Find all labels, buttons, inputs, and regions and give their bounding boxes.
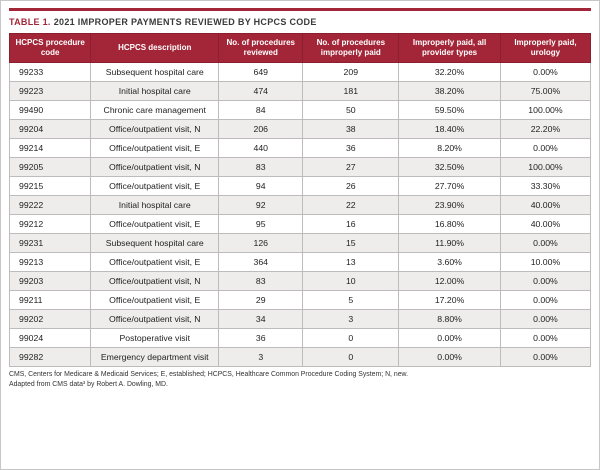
improperly-paid-urology-cell: 0.00% (500, 234, 590, 253)
improperly-paid-urology-cell: 0.00% (500, 348, 590, 367)
procedures-reviewed-cell: 36 (219, 329, 303, 348)
improperly-paid-urology-cell: 0.00% (500, 310, 590, 329)
table-row (10, 82, 591, 101)
table-body (10, 63, 591, 367)
column-header-2: No. of procedures reviewed (219, 34, 303, 63)
improperly-paid-urology-cell: 0.00% (500, 139, 590, 158)
procedures-improperly-paid-cell: 27 (303, 158, 399, 177)
improperly-paid-all-providers-cell: 32.50% (399, 158, 501, 177)
table-row (10, 272, 591, 291)
table-title-label: TABLE 1. (9, 17, 51, 27)
procedures-improperly-paid-cell: 38 (303, 120, 399, 139)
table-row (10, 120, 591, 139)
hcpcs-code-cell: 99490 (10, 101, 91, 120)
procedures-reviewed-cell: 84 (219, 101, 303, 120)
table-head (10, 34, 591, 63)
hcpcs-code-cell: 99205 (10, 158, 91, 177)
procedures-improperly-paid-cell: 15 (303, 234, 399, 253)
hcpcs-code-cell: 99202 (10, 310, 91, 329)
hcpcs-description-cell: Initial hospital care (91, 196, 219, 215)
procedures-improperly-paid-cell: 22 (303, 196, 399, 215)
column-header-5: Improperly paid, urology (500, 34, 590, 63)
table-row (10, 158, 591, 177)
improperly-paid-all-providers-cell: 27.70% (399, 177, 501, 196)
procedures-improperly-paid-cell: 3 (303, 310, 399, 329)
procedures-reviewed-cell: 83 (219, 158, 303, 177)
table-row (10, 291, 591, 310)
hcpcs-description-cell: Emergency department visit (91, 348, 219, 367)
hcpcs-code-cell: 99204 (10, 120, 91, 139)
table-row (10, 253, 591, 272)
hcpcs-code-cell: 99214 (10, 139, 91, 158)
improperly-paid-all-providers-cell: 0.00% (399, 348, 501, 367)
procedures-reviewed-cell: 126 (219, 234, 303, 253)
hcpcs-code-cell: 99211 (10, 291, 91, 310)
improper-payments-table (9, 33, 591, 367)
hcpcs-code-cell: 99024 (10, 329, 91, 348)
column-header-3: No. of procedures improperly paid (303, 34, 399, 63)
table-row (10, 234, 591, 253)
column-header-4: Improperly paid, all provider types (399, 34, 501, 63)
hcpcs-description-cell: Office/outpatient visit, E (91, 215, 219, 234)
hcpcs-code-cell: 99231 (10, 234, 91, 253)
hcpcs-description-cell: Subsequent hospital care (91, 234, 219, 253)
procedures-improperly-paid-cell: 26 (303, 177, 399, 196)
improperly-paid-all-providers-cell: 18.40% (399, 120, 501, 139)
procedures-improperly-paid-cell: 16 (303, 215, 399, 234)
improperly-paid-urology-cell: 40.00% (500, 215, 590, 234)
column-header-1: HCPCS description (91, 34, 219, 63)
hcpcs-description-cell: Postoperative visit (91, 329, 219, 348)
improperly-paid-all-providers-cell: 38.20% (399, 82, 501, 101)
table-row (10, 310, 591, 329)
procedures-reviewed-cell: 95 (219, 215, 303, 234)
procedures-reviewed-cell: 364 (219, 253, 303, 272)
procedures-improperly-paid-cell: 13 (303, 253, 399, 272)
improperly-paid-urology-cell: 100.00% (500, 158, 590, 177)
improperly-paid-urology-cell: 0.00% (500, 329, 590, 348)
footnotes (9, 370, 591, 389)
table-row (10, 196, 591, 215)
hcpcs-description-cell: Chronic care management (91, 101, 219, 120)
procedures-reviewed-cell: 649 (219, 63, 303, 82)
hcpcs-description-cell: Office/outpatient visit, E (91, 291, 219, 310)
improperly-paid-all-providers-cell: 8.80% (399, 310, 501, 329)
table-row (10, 348, 591, 367)
hcpcs-description-cell: Office/outpatient visit, E (91, 139, 219, 158)
improperly-paid-urology-cell: 0.00% (500, 63, 590, 82)
hcpcs-description-cell: Subsequent hospital care (91, 63, 219, 82)
table-row (10, 139, 591, 158)
top-accent-rule (9, 8, 591, 11)
hcpcs-code-cell: 99233 (10, 63, 91, 82)
procedures-improperly-paid-cell: 0 (303, 329, 399, 348)
procedures-reviewed-cell: 29 (219, 291, 303, 310)
table-row (10, 329, 591, 348)
procedures-improperly-paid-cell: 0 (303, 348, 399, 367)
improperly-paid-all-providers-cell: 59.50% (399, 101, 501, 120)
table-row (10, 101, 591, 120)
procedures-reviewed-cell: 34 (219, 310, 303, 329)
improperly-paid-urology-cell: 22.20% (500, 120, 590, 139)
hcpcs-description-cell: Office/outpatient visit, N (91, 310, 219, 329)
hcpcs-description-cell: Office/outpatient visit, N (91, 120, 219, 139)
improperly-paid-urology-cell: 40.00% (500, 196, 590, 215)
procedures-reviewed-cell: 92 (219, 196, 303, 215)
table-header-row (10, 34, 591, 63)
figure-container (1, 1, 599, 393)
improperly-paid-all-providers-cell: 23.90% (399, 196, 501, 215)
procedures-reviewed-cell: 3 (219, 348, 303, 367)
hcpcs-description-cell: Office/outpatient visit, N (91, 158, 219, 177)
procedures-improperly-paid-cell: 36 (303, 139, 399, 158)
hcpcs-code-cell: 99222 (10, 196, 91, 215)
table-row (10, 215, 591, 234)
improperly-paid-urology-cell: 10.00% (500, 253, 590, 272)
hcpcs-code-cell: 99215 (10, 177, 91, 196)
hcpcs-code-cell: 99223 (10, 82, 91, 101)
improperly-paid-urology-cell: 100.00% (500, 101, 590, 120)
hcpcs-description-cell: Office/outpatient visit, E (91, 177, 219, 196)
improperly-paid-all-providers-cell: 3.60% (399, 253, 501, 272)
improperly-paid-all-providers-cell: 12.00% (399, 272, 501, 291)
improperly-paid-all-providers-cell: 11.90% (399, 234, 501, 253)
improperly-paid-all-providers-cell: 8.20% (399, 139, 501, 158)
table-row (10, 63, 591, 82)
improperly-paid-urology-cell: 0.00% (500, 291, 590, 310)
hcpcs-code-cell: 99203 (10, 272, 91, 291)
column-header-0: HCPCS procedure code (10, 34, 91, 63)
table-title-text: 2021 IMPROPER PAYMENTS REVIEWED BY HCPCS CODE (53, 17, 317, 27)
procedures-reviewed-cell: 83 (219, 272, 303, 291)
hcpcs-description-cell: Office/outpatient visit, N (91, 272, 219, 291)
procedures-improperly-paid-cell: 209 (303, 63, 399, 82)
procedures-reviewed-cell: 206 (219, 120, 303, 139)
footnote-source: Adapted from CMS data³ by Robert A. Dowling, MD. (9, 380, 168, 388)
procedures-improperly-paid-cell: 5 (303, 291, 399, 310)
hcpcs-description-cell: Office/outpatient visit, E (91, 253, 219, 272)
procedures-improperly-paid-cell: 50 (303, 101, 399, 120)
improperly-paid-all-providers-cell: 32.20% (399, 63, 501, 82)
table-row (10, 177, 591, 196)
hcpcs-description-cell: Initial hospital care (91, 82, 219, 101)
improperly-paid-urology-cell: 33.30% (500, 177, 590, 196)
improperly-paid-urology-cell: 0.00% (500, 272, 590, 291)
footnote-abbreviations: CMS, Centers for Medicare & Medicaid Services; E, established; HCPCS, Healthcare Common Procedure Coding System; N, new. (9, 371, 409, 378)
hcpcs-code-cell: 99282 (10, 348, 91, 367)
improperly-paid-urology-cell: 75.00% (500, 82, 590, 101)
table-title (9, 17, 591, 27)
procedures-improperly-paid-cell: 10 (303, 272, 399, 291)
procedures-reviewed-cell: 474 (219, 82, 303, 101)
improperly-paid-all-providers-cell: 0.00% (399, 329, 501, 348)
procedures-improperly-paid-cell: 181 (303, 82, 399, 101)
hcpcs-code-cell: 99213 (10, 253, 91, 272)
improperly-paid-all-providers-cell: 17.20% (399, 291, 501, 310)
procedures-reviewed-cell: 440 (219, 139, 303, 158)
improperly-paid-all-providers-cell: 16.80% (399, 215, 501, 234)
hcpcs-code-cell: 99212 (10, 215, 91, 234)
procedures-reviewed-cell: 94 (219, 177, 303, 196)
